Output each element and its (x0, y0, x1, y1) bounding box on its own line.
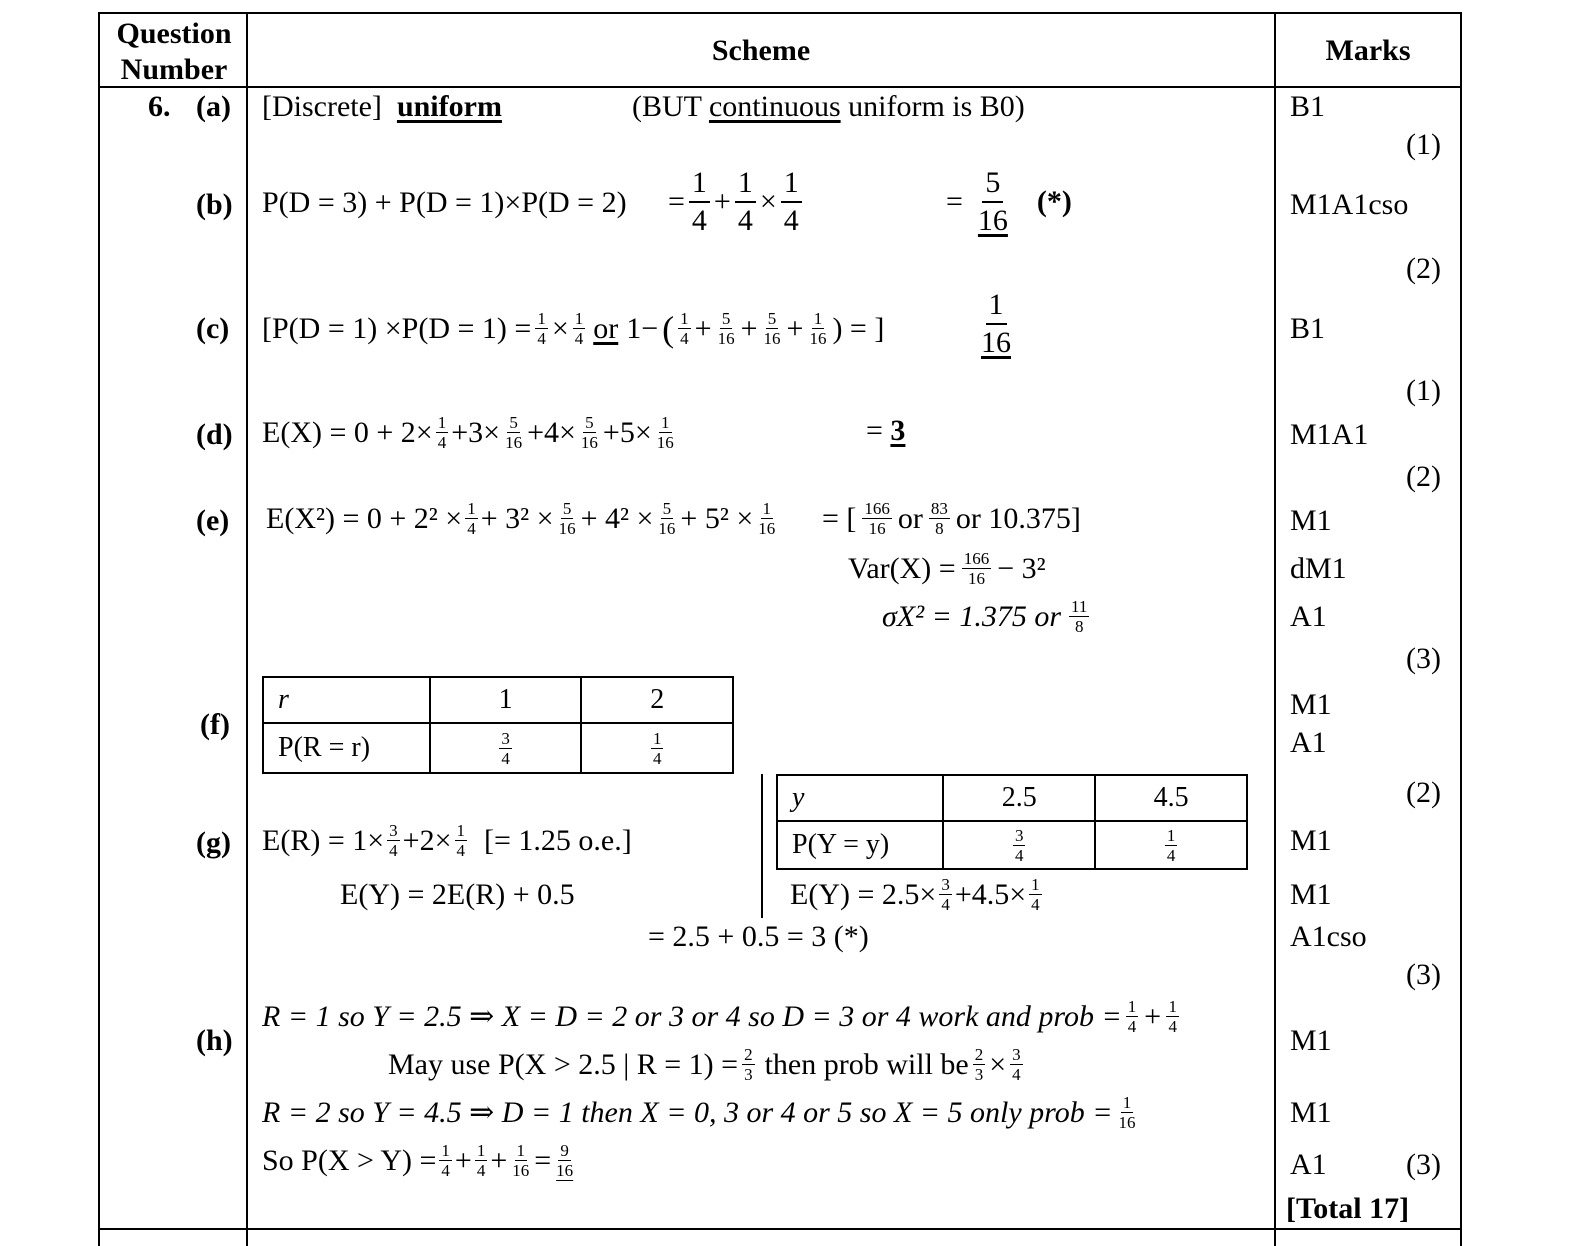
part-e-subtotal: (3) (1406, 642, 1441, 675)
col-divider-1 (246, 12, 248, 1246)
part-h-mark-3: A1 (1290, 1148, 1327, 1181)
alt-method-divider (761, 774, 763, 918)
table-py-header: P(Y = y) (777, 821, 943, 869)
part-b-subtotal: (2) (1406, 252, 1441, 285)
table-pr-value-2: $\frac{1}{4}$ (581, 723, 733, 773)
part-h-mark-1: M1 (1290, 1024, 1332, 1057)
part-h-mark-2: M1 (1290, 1096, 1332, 1129)
part-g-er: E(R) = 1× $\frac{3}{4}$ +2× $\frac{1}{4}$ [= 1.25 o.e.] (262, 821, 632, 860)
part-h-label: (h) (196, 1024, 233, 1057)
part-e-sigma: σX² = 1.375 or $\frac{11}{8}$ (882, 597, 1088, 636)
part-g-subtotal: (3) (1406, 958, 1441, 991)
table-r-value-2: 2 (581, 677, 733, 723)
part-b-expression: = $\frac{1}{4}$ + $\frac{1}{4}$ × $\frac{1}{4}$ (668, 168, 802, 236)
table-y-value-1: 2.5 (943, 775, 1095, 821)
part-d-result: = 3 (866, 414, 906, 447)
right-border (1460, 12, 1462, 1246)
part-c-expression: [P(D = 1) ×P(D = 1) = $\frac{1}{4}$ × $\frac{1}{4}$ or 1− ( $\frac{1}{4}$ + $\frac{5}{16}$ + $\frac{5}{16}$ + $\frac{1}{16}$ ) = ] (262, 308, 885, 349)
part-a-subtotal: (1) (1406, 128, 1441, 161)
part-c-label: (c) (196, 312, 230, 345)
col-divider-2 (1274, 12, 1276, 1246)
part-f-mark-1: M1 (1290, 688, 1332, 721)
table-top-border (98, 12, 1462, 14)
part-e-mark-2: dM1 (1290, 552, 1347, 585)
table-py-value-1: $\frac{3}{4}$ (943, 821, 1095, 869)
part-e-mark-3: A1 (1290, 600, 1327, 633)
part-g-alt-ey: E(Y) = 2.5× $\frac{3}{4}$ +4.5× $\frac{1}{4}$ (790, 875, 1040, 914)
part-c-result: $\frac{1}{16}$ (981, 288, 1011, 359)
part-g-label: (g) (196, 826, 231, 859)
header-marks: Marks (1325, 34, 1411, 67)
part-c-mark: B1 (1290, 312, 1326, 345)
part-g-mark-1: M1 (1290, 824, 1332, 857)
question-number: 6. (148, 90, 171, 123)
part-h-line-3: R = 2 so Y = 4.5 ⇒ D = 1 then X = 0, 3 or 4 or 5 so X = 5 only prob = $\frac{1}{16}$ (262, 1093, 1136, 1132)
header-bottom-border (98, 86, 1462, 88)
table-y-header: y (777, 775, 943, 821)
table-pr-header: P(R = r) (263, 723, 430, 773)
part-h-line-1: R = 1 so Y = 2.5 ⇒ X = D = 2 or 3 or 4 so D = 3 or 4 work and prob = $\frac{1}{4}$ + $\frac{1}{4}$ (262, 997, 1177, 1036)
distribution-table-r (262, 676, 734, 774)
part-e-values: = [ $\frac{166}{16}$ or $\frac{83}{8}$ or 10.375] (822, 499, 1081, 538)
table-py-value-2: $\frac{1}{4}$ (1095, 821, 1247, 869)
question-total: [Total 17] (1286, 1192, 1410, 1225)
part-b-result: = $\frac{5}{16}$ (*) (946, 166, 1072, 237)
part-e-label: (e) (196, 504, 230, 537)
table-bottom-border (98, 1228, 1462, 1230)
part-a-text: [Discrete] uniform (262, 90, 502, 123)
table-pr-value-1: $\frac{3}{4}$ (430, 723, 582, 773)
part-b-lhs: P(D = 3) + P(D = 1)×P(D = 2) (262, 186, 627, 219)
part-h-line-4: So P(X > Y) = $\frac{1}{4}$ + $\frac{1}{4}$ + $\frac{1}{16}$ = $\frac{9}{16}$ (262, 1141, 574, 1180)
part-a-label: (a) (196, 90, 231, 123)
part-g-conclusion: = 2.5 + 0.5 = 3 (*) (648, 920, 869, 953)
part-h-line-2: May use P(X > 2.5 | R = 1) = $\frac{2}{3}$ then prob will be $\frac{2}{3}$ × $\frac{3}{4}$ (388, 1045, 1021, 1084)
part-d-mark: M1A1 (1290, 418, 1369, 451)
part-a-note: (BUT continuous uniform is B0) (632, 90, 1025, 123)
table-r-header: r (263, 677, 430, 723)
table-r-value-1: 1 (430, 677, 582, 723)
part-f-label: (f) (200, 708, 230, 741)
part-f-mark-2: A1 (1290, 726, 1327, 759)
part-g-mark-3: A1cso (1290, 920, 1367, 953)
part-e-variance: Var(X) = $\frac{166}{16}$ − 3² (848, 549, 1046, 588)
part-d-expression: E(X) = 0 + 2× $\frac{1}{4}$ +3× $\frac{5}{16}$ +4× $\frac{5}{16}$ +5× $\frac{1}{16}$ (262, 413, 674, 452)
part-e-expression: E(X²) = 0 + 2² × $\frac{1}{4}$ + 3² × $\frac{5}{16}$ + 4² × $\frac{5}{16}$ + 5² × $\frac{1}{16}$ (266, 499, 776, 538)
distribution-table-y (776, 774, 1248, 870)
part-d-subtotal: (2) (1406, 460, 1441, 493)
table-y-value-2: 4.5 (1095, 775, 1247, 821)
left-border (98, 12, 100, 1246)
header-scheme: Scheme (711, 34, 811, 67)
part-f-subtotal: (2) (1406, 776, 1441, 809)
part-c-subtotal: (1) (1406, 374, 1441, 407)
part-g-ey: E(Y) = 2E(R) + 0.5 (340, 878, 575, 911)
part-h-subtotal: (3) (1406, 1148, 1441, 1181)
part-g-mark-2: M1 (1290, 878, 1332, 911)
header-question-number: Question Number (116, 17, 232, 86)
part-a-mark: B1 (1290, 90, 1326, 123)
part-d-label: (d) (196, 418, 233, 451)
part-b-label: (b) (196, 188, 233, 221)
part-e-mark-1: M1 (1290, 504, 1332, 537)
part-b-mark: M1A1cso (1290, 188, 1409, 221)
